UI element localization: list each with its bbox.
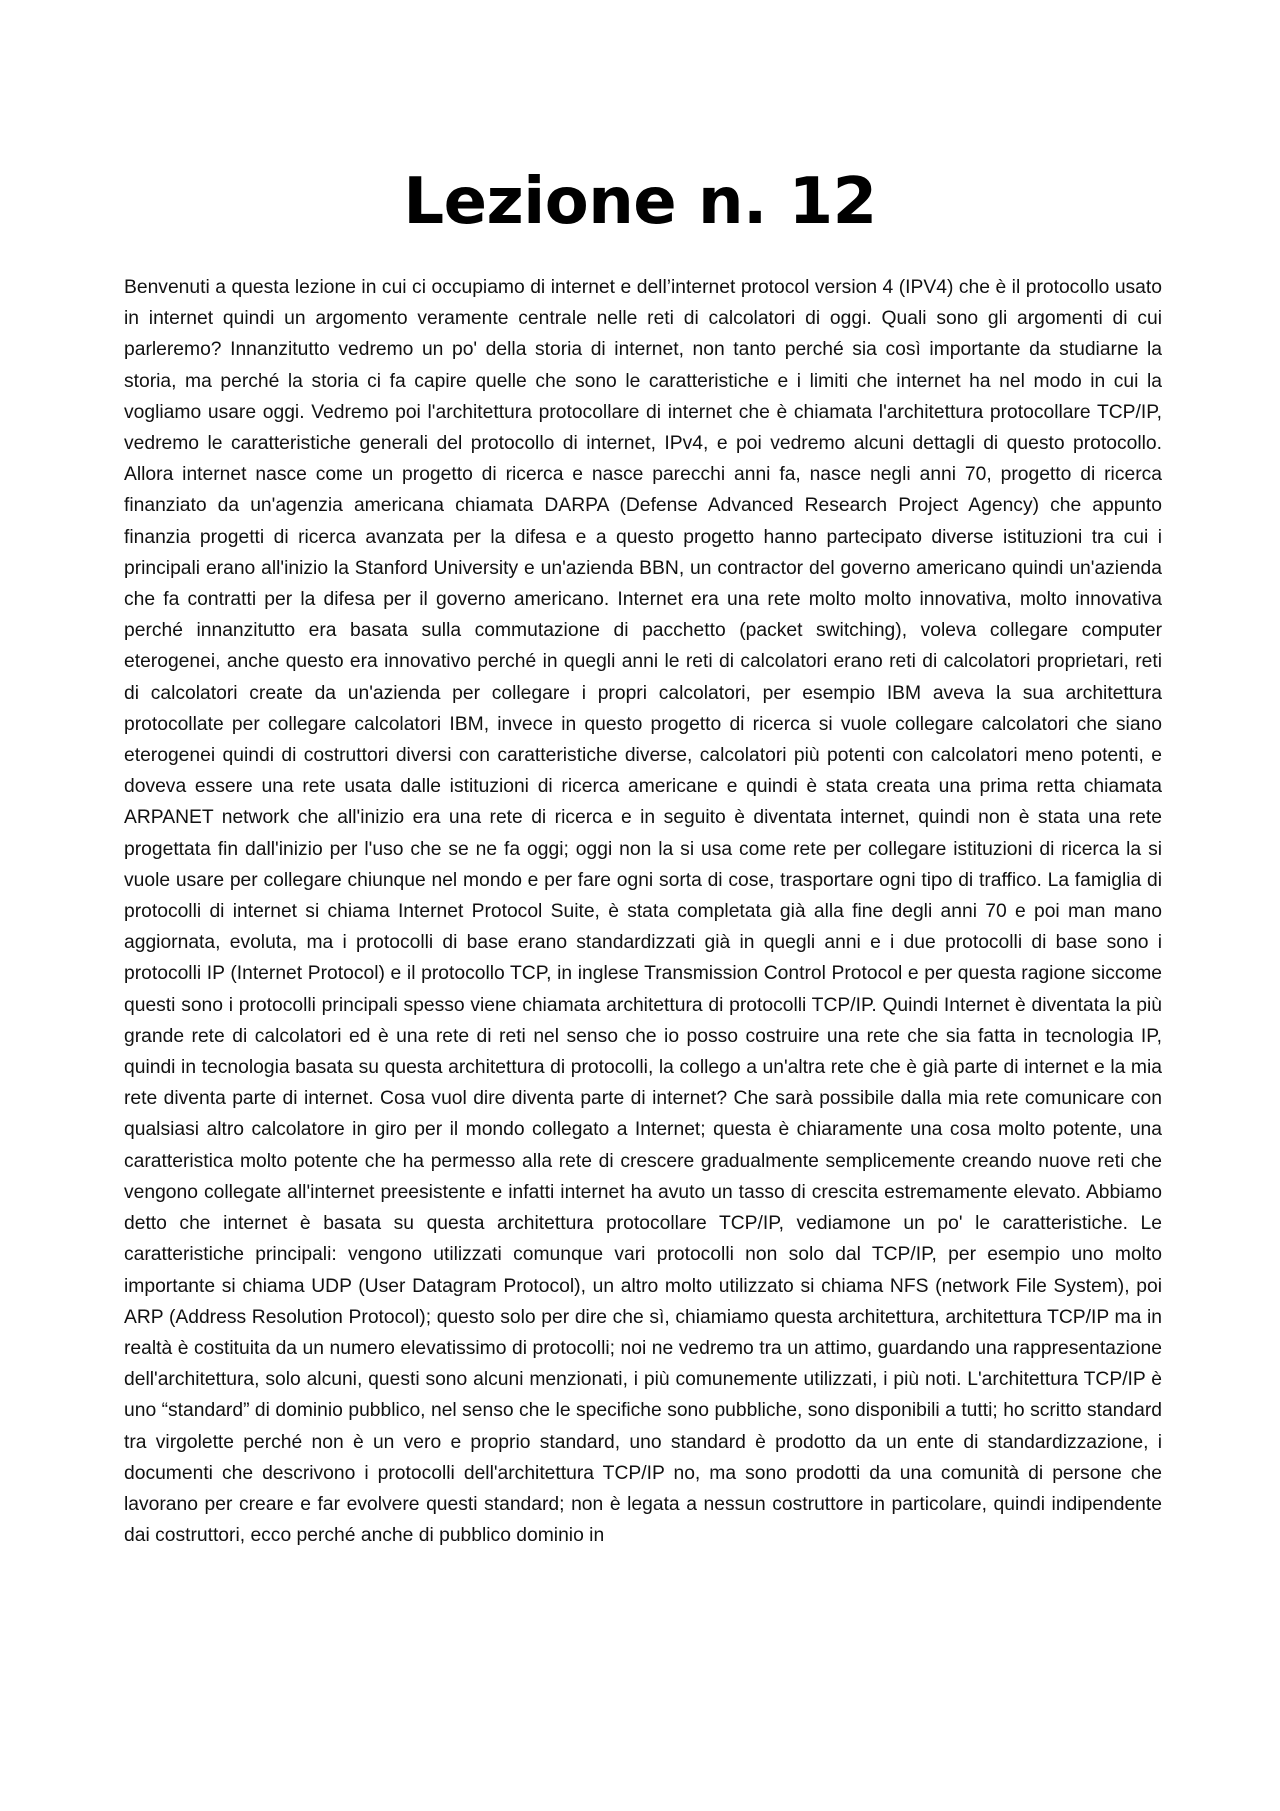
body-paragraph: Benvenuti a questa lezione in cui ci occupiamo di internet e dell’internet protocol version 4 (IPV4) che è il protocollo usato in internet quindi un argomento veramente centrale nelle reti di calcolatori di oggi. Quali sono gli argomenti di cui parleremo? Innanzitutto vedremo un po' della storia di internet, non tanto perché sia così importante da studiarne la storia, ma perché la storia ci fa capire quelle che sono le caratteristiche e i limiti che internet ha nel modo in cui la vogliamo usare oggi. Vedremo poi l'architettura protocollare di internet che è chiamata l'architettura protocollare TCP/IP, vedremo le caratteristiche generali del protocollo di internet, IPv4, e poi vedremo alcuni dettagli di questo protocollo. Allora internet nasce come un progetto di ricerca e nasce parecchi anni fa, nasce negli anni 70, progetto di ricerca finanziato da un'agenzia americana chiamata DARPA (Defense Advanced Research Project Agency) che appunto finanzia progetti di ricerca avanzata per la difesa e a questo progetto hanno partecipato diverse istituzioni tra cui i principali erano all'inizio la Stanford University e un'azienda BBN, un contractor del governo americano quindi un'azienda che fa contratti per la difesa per il governo americano. Internet era una rete molto molto innovativa, molto innovativa perché innanzitutto era basata sulla commutazione di pacchetto (packet switching), voleva collegare computer eterogenei, anche questo era innovativo perché in quegli anni le reti di calcolatori erano reti di calcolatori proprietari, reti di calcolatori create da un'azienda per collegare i propri calcolatori, per esempio IBM aveva la sua architettura protocollate per collegare calcolatori IBM, invece in questo progetto di ricerca si vuole collegare calcolatori che siano eterogenei quindi di costruttori diversi con caratteristiche diverse, calcolatori più potenti con calcolatori meno potenti, e doveva essere una rete usata dalle istituzioni di ricerca americane e quindi è stata creata una prima retta chiamata ARPANET network che all'inizio era una rete di ricerca e in seguito è diventata internet, quindi non è stata una rete progettata fin dall'inizio per l'uso che se ne fa oggi; oggi non la si usa come rete per collegare istituzioni di ricerca la si vuole usare per collegare chiunque nel mondo e per fare ogni sorta di cose, trasportare ogni tipo di traffico. La famiglia di protocolli di internet si chiama Internet Protocol Suite, è stata completata già alla fine degli anni 70 e poi man mano aggiornata, evoluta, ma i protocolli di base erano standardizzati già in quegli anni e i due protocolli di base sono i protocolli IP (Internet Protocol) e il protocollo TCP, in inglese Transmission Control Protocol e per questa ragione siccome questi sono i protocolli principali spesso viene chiamata architettura di protocolli TCP/IP. Quindi Internet è diventata la più grande rete di calcolatori ed è una rete di reti nel senso che io posso costruire una rete che sia fatta in tecnologia IP, quindi in tecnologia basata su questa architettura di protocolli, la collego a un'altra rete che è già parte di internet e la mia rete diventa parte di internet. Cosa vuol dire diventa parte di internet? Che sarà possibile dalla mia rete comunicare con qualsiasi altro calcolatore in giro per il mondo collegato a Internet; questa è chiaramente una cosa molto potente, una caratteristica molto potente che ha permesso alla rete di crescere gradualmente semplicemente creando nuove reti che vengono collegate all'internet preesistente e infatti internet ha avuto un tasso di crescita estremamente elevato. Abbiamo detto che internet è basata su questa architettura protocollare TCP/IP, vediamone un po' le caratteristiche. Le caratteristiche principali: vengono utilizzati comunque vari protocolli non solo dal TCP/IP, per esempio uno molto importante si chiama UDP (User Datagram Protocol), un altro molto utilizzato si chiama NFS (network File System), poi ARP (Address Resolution Protocol); questo solo per dire che sì, chiamiamo questa architettura, architettura TCP/IP ma in realtà è costituita da un numero elevatissimo di protocolli; noi ne vedremo tra un attimo, guardando una rappresentazione dell'architettura, solo alcuni, questi sono alcuni menzionati, i più comunemente utilizzati, i più noti. L'architettura TCP/IP è uno “standard” di dominio pubblico, nel senso che le specifiche sono pubbliche, sono disponibili a tutti; ho scritto standard tra virgolette perché non è un vero e proprio standard, uno standard è prodotto da un ente di standardizzazione, i documenti che descrivono i protocolli dell'architettura TCP/IP no, ma sono prodotti da una comunità di persone che lavorano per creare e far evolvere questi standard; non è legata a nessun costruttore in particolare, quindi indipendente dai costruttori, ecco perché anche di pubblico dominio in	[124, 277, 1162, 1547]
page-title: Lezione n. 12	[403, 165, 877, 239]
